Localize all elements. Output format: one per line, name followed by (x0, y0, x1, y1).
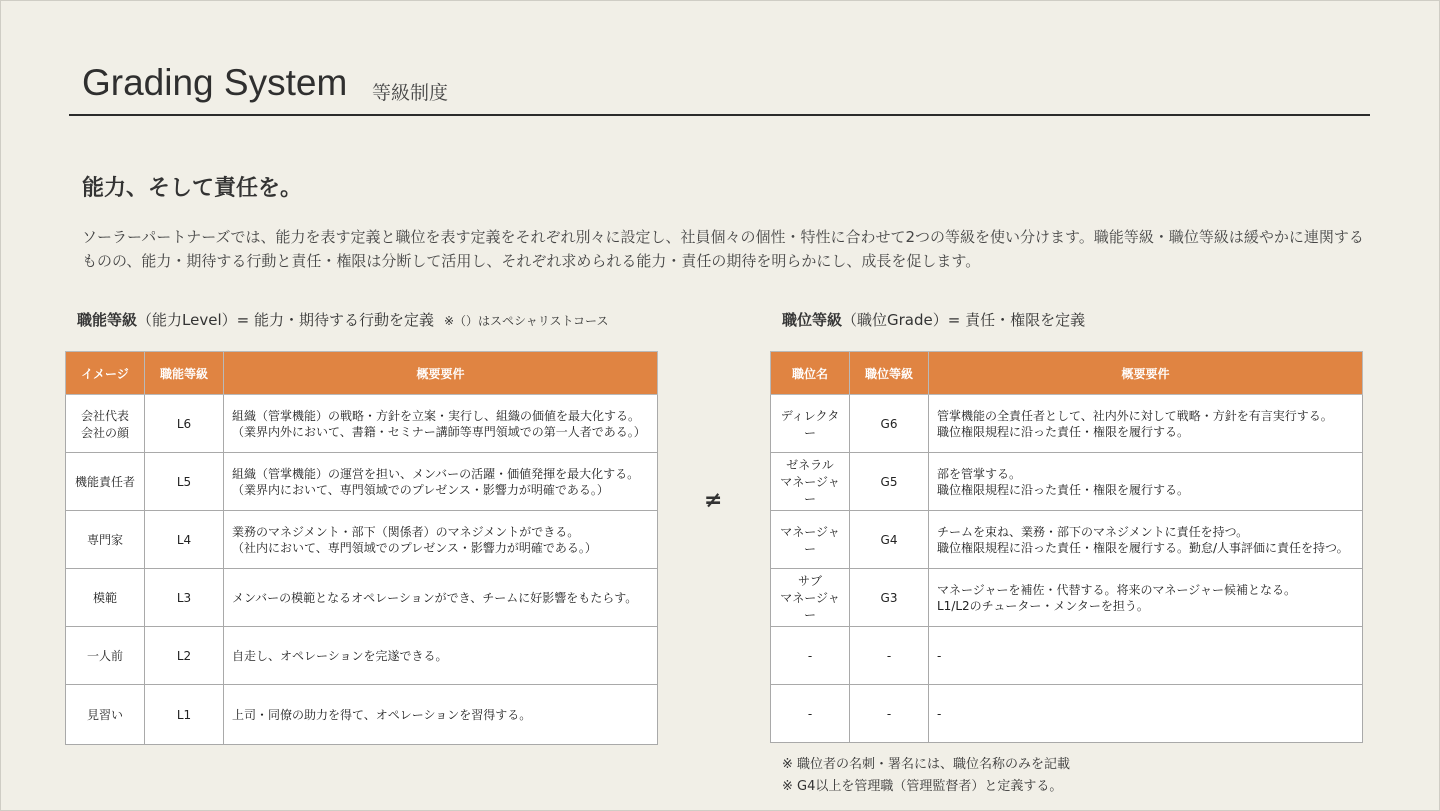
left-image-cell: 会社代表 会社の顔 (66, 395, 145, 453)
right-title-cell: サブ マネージャー (771, 569, 850, 627)
right-label-bold: 職位等級 (782, 311, 843, 329)
right-section-label (782, 309, 1085, 330)
table-row (66, 627, 658, 685)
right-title-cell: ゼネラル マネージャー (771, 453, 850, 511)
left-desc-cell: 組織（管掌機能）の戦略・方針を立案・実行し、組織の価値を最大化する。 （業界内外において、書籍・セミナー講師等専門領域での第一人者である。） (224, 395, 658, 453)
left-image-cell: 機能責任者 (66, 453, 145, 511)
left-image-cell: 一人前 (66, 627, 145, 685)
table-row (771, 453, 1363, 511)
right-title-cell: - (771, 627, 850, 685)
page-title: Grading System (82, 62, 348, 103)
table-row (66, 569, 658, 627)
table-row (66, 453, 658, 511)
table-header-row (66, 352, 658, 395)
title-divider (69, 114, 1370, 116)
footnote: ※ 職位者の名刺・署名には、職位名称のみを記載 (782, 757, 1071, 772)
not-equal-symbol: ≠ (704, 488, 723, 513)
right-desc-cell: 部を管掌する。 職位権限規程に沿った責任・権限を履行する。 (929, 453, 1363, 511)
right-desc-cell: マネージャーを補佐・代替する。将来のマネージャー候補となる。 L1/L2のチューター・メンターを担う。 (929, 569, 1363, 627)
right-desc-cell: - (929, 685, 1363, 743)
right-desc-cell: 管掌機能の全責任者として、社内外に対して戦略・方針を有言実行する。 職位権限規程に沿った責任・権限を履行する。 (929, 395, 1363, 453)
right-grade-cell: - (850, 627, 929, 685)
left-label-note: ※（）はスペシャリストコース (443, 314, 609, 328)
left-level-cell: L1 (145, 685, 224, 745)
ability-grade-table (65, 351, 658, 745)
left-section-label (77, 309, 608, 330)
left-label-rest: （能力Level）= 能力・期待する行動を定義 (137, 311, 434, 329)
right-title-cell: ディレクター (771, 395, 850, 453)
left-level-cell: L5 (145, 453, 224, 511)
column-header: 概要要件 (224, 352, 658, 395)
left-image-cell: 模範 (66, 569, 145, 627)
footnote: ※ G4以上を管理職（管理監督者）と定義する。 (782, 779, 1063, 794)
headline: 能力、そして責任を。 (82, 176, 303, 201)
left-image-cell: 見習い (66, 685, 145, 745)
right-title-cell: - (771, 685, 850, 743)
table-row (66, 511, 658, 569)
left-level-cell: L2 (145, 627, 224, 685)
left-level-cell: L6 (145, 395, 224, 453)
left-level-cell: L3 (145, 569, 224, 627)
table-row (771, 511, 1363, 569)
right-desc-cell: チームを束ね、業務・部下のマネジメントに責任を持つ。 職位権限規程に沿った責任・権限を履行する。勤怠/人事評価に責任を持つ。 (929, 511, 1363, 569)
left-label-bold: 職能等級 (77, 311, 138, 329)
column-header: 職位等級 (850, 352, 929, 395)
table-row (771, 685, 1363, 743)
column-header: 職能等級 (145, 352, 224, 395)
right-grade-cell: G5 (850, 453, 929, 511)
column-header: 概要要件 (929, 352, 1363, 395)
table-header-row (771, 352, 1363, 395)
position-grade-table (770, 351, 1363, 743)
table-row (66, 685, 658, 745)
left-desc-cell: メンバーの模範となるオペレーションができ、チームに好影響をもたらす。 (224, 569, 658, 627)
right-label-rest: （職位Grade）= 責任・権限を定義 (842, 311, 1086, 329)
right-grade-cell: G4 (850, 511, 929, 569)
left-image-cell: 専門家 (66, 511, 145, 569)
page-subtitle: 等級制度 (372, 82, 449, 104)
left-desc-cell: 組織（管掌機能）の運営を担い、メンバーの活躍・価値発揮を最大化する。 （業界内において、専門領域でのプレゼンス・影響力が明確である。） (224, 453, 658, 511)
table-row (66, 395, 658, 453)
column-header: イメージ (66, 352, 145, 395)
left-level-cell: L4 (145, 511, 224, 569)
column-header: 職位名 (771, 352, 850, 395)
table-row (771, 627, 1363, 685)
left-desc-cell: 上司・同僚の助力を得て、オペレーションを習得する。 (224, 685, 658, 745)
left-desc-cell: 自走し、オペレーションを完遂できる。 (224, 627, 658, 685)
left-desc-cell: 業務のマネジメント・部下（関係者）のマネジメントができる。 （社内において、専門領域でのプレゼンス・影響力が明確である。） (224, 511, 658, 569)
intro-paragraph: ソーラーパートナーズでは、能力を表す定義と職位を表す定義をそれぞれ別々に設定し、社員個々の個性・特性に合わせて2つの等級を使い分けます。職能等級・職位等級は緩やかに連関するものの、能力・期待する行動と責任・権限は分断して活用し、それぞれ求められる能力・責任の期待を明らかにし、成長を促します。 (82, 228, 1364, 270)
right-grade-cell: G6 (850, 395, 929, 453)
right-grade-cell: - (850, 685, 929, 743)
right-title-cell: マネージャー (771, 511, 850, 569)
right-grade-cell: G3 (850, 569, 929, 627)
table-row (771, 569, 1363, 627)
table-row (771, 395, 1363, 453)
right-desc-cell: - (929, 627, 1363, 685)
